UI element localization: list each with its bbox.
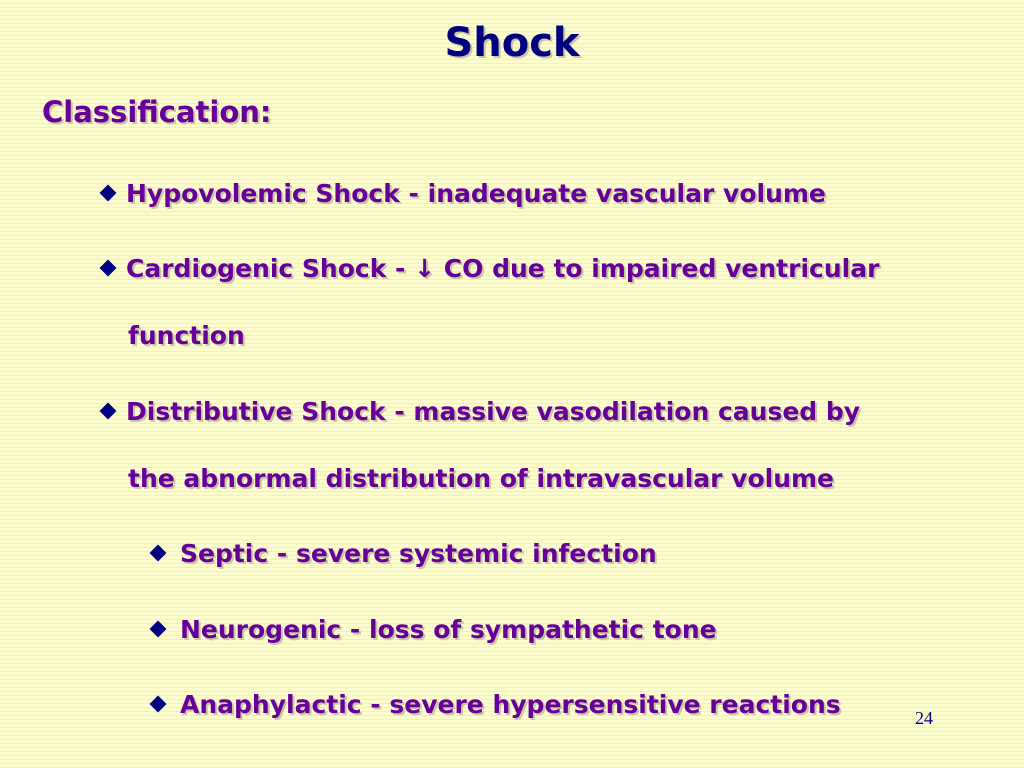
diamond-bullet-icon (150, 545, 167, 562)
diamond-bullet-icon (100, 260, 117, 277)
slide-subtitle: Classification: (42, 95, 272, 129)
list-item-text: Hypovolemic Shock - inadequate vascular volume (126, 179, 826, 208)
diamond-bullet-icon (100, 185, 117, 202)
sub-item-neurogenic (152, 596, 717, 663)
sub-item-text: Septic - severe systemic infection (180, 539, 657, 568)
diamond-bullet-icon (100, 403, 117, 420)
sub-item-septic (152, 520, 657, 587)
list-item-continuation: the abnormal distribution of intravascular volume (128, 464, 835, 493)
sub-item-text: Anaphylactic - severe hypersensitive reactions (180, 690, 841, 719)
sub-item-text: Neurogenic - loss of sympathetic tone (180, 615, 717, 644)
list-item-continuation: function (128, 321, 245, 350)
slide-title: Shock (444, 20, 580, 66)
list-item-cardiogenic (102, 235, 879, 369)
diamond-bullet-icon (150, 621, 167, 638)
list-item-text: Distributive Shock - massive vasodilation caused by (126, 397, 861, 426)
page-number: 24 (915, 708, 933, 728)
sub-item-anaphylactic (152, 671, 841, 738)
list-item-distributive (102, 378, 860, 512)
diamond-bullet-icon (150, 696, 167, 713)
list-item-text: Cardiogenic Shock - ↓ CO due to impaired ventricular (126, 254, 880, 283)
list-item-hypovolemic (102, 160, 826, 227)
